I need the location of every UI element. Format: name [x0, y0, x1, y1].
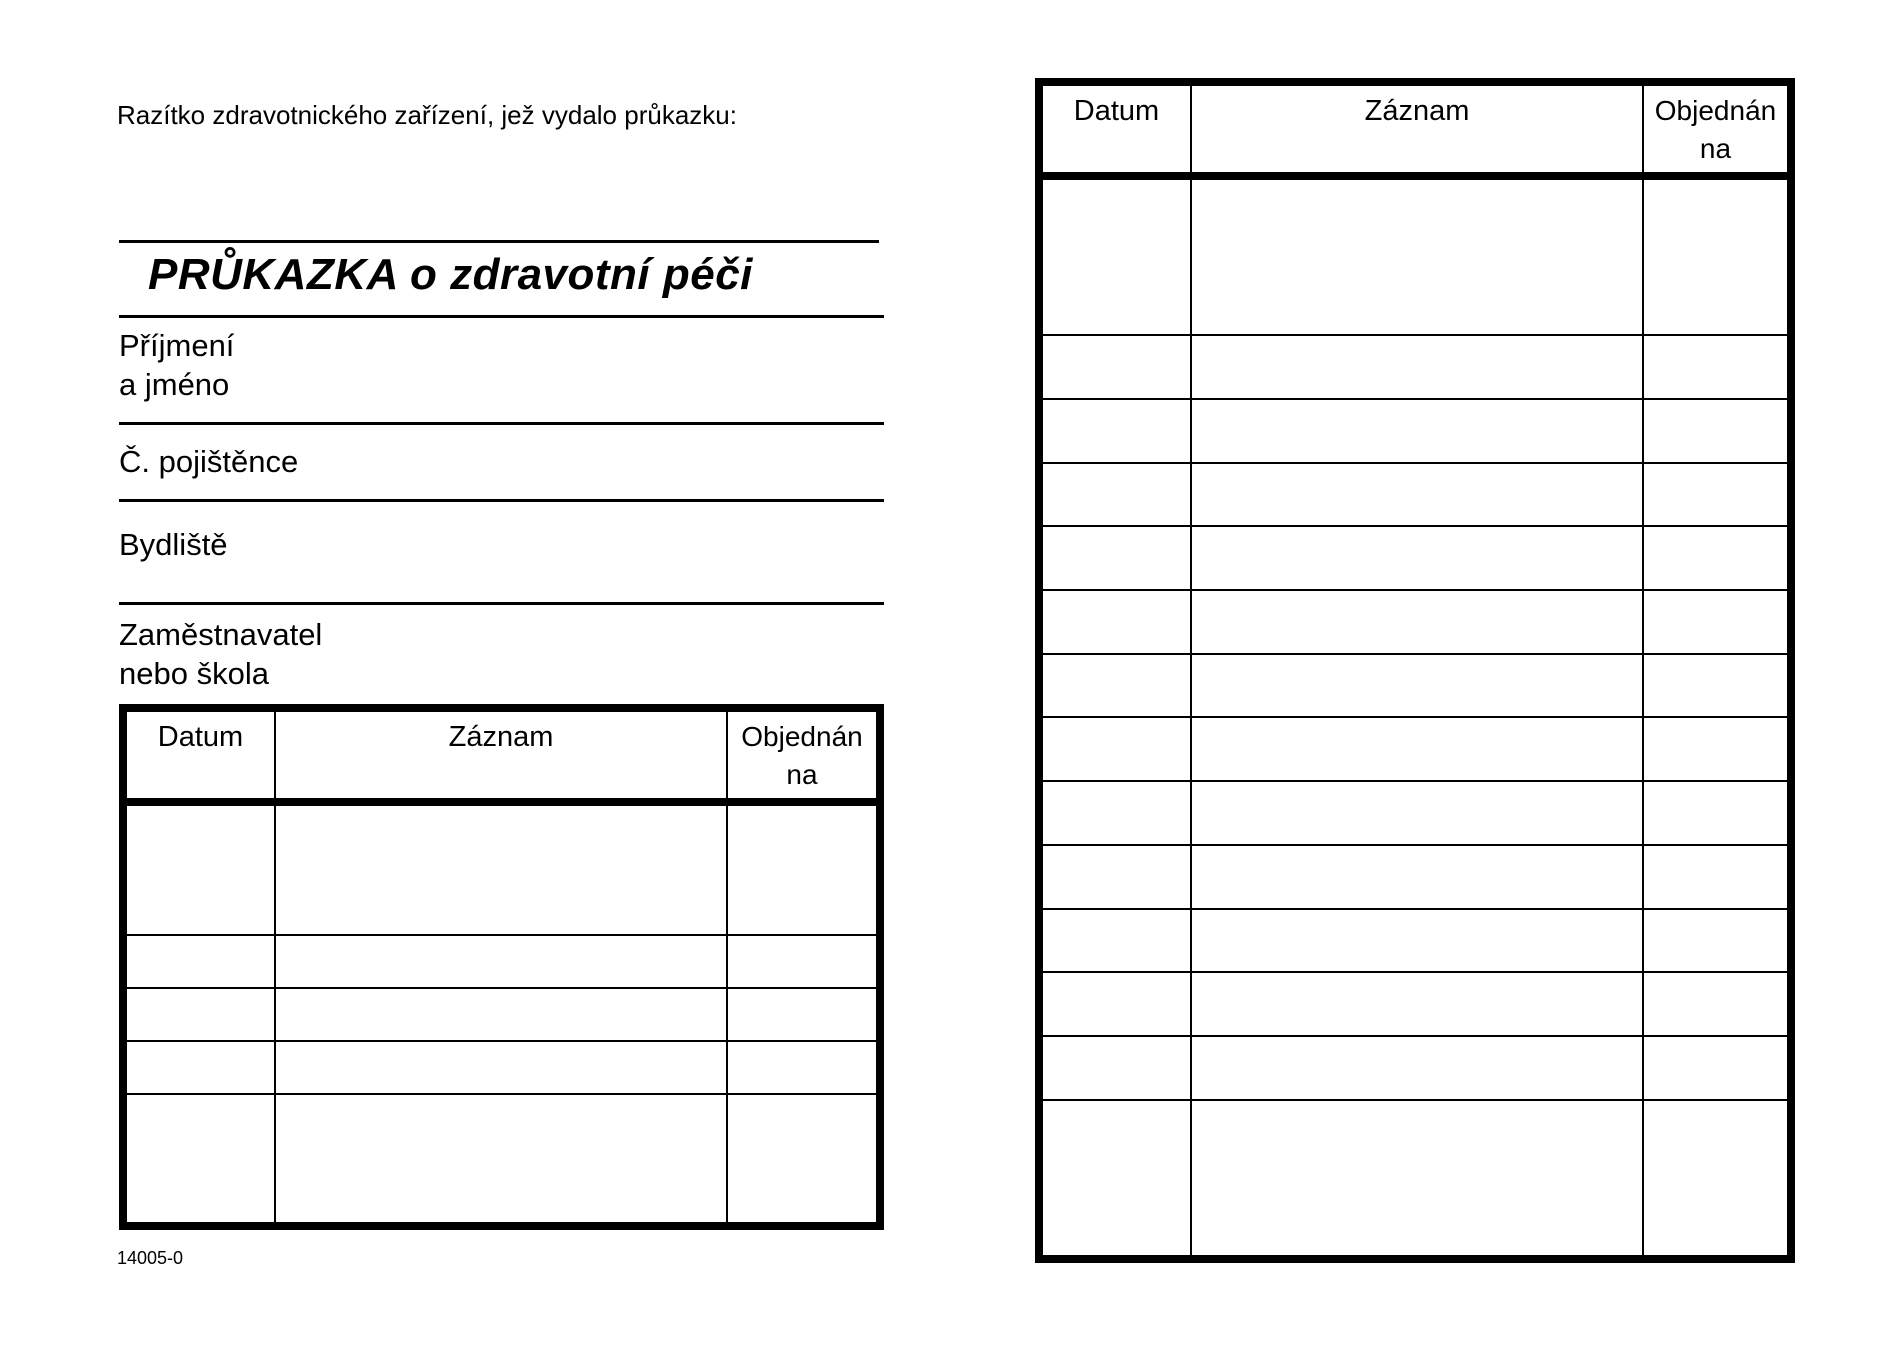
title-bottom-rule [119, 315, 884, 318]
appointment-cell[interactable] [1643, 590, 1791, 654]
table-row [123, 935, 880, 988]
record-cell[interactable] [275, 935, 727, 988]
appointment-cell[interactable] [1643, 526, 1791, 590]
date-cell[interactable] [1039, 399, 1191, 463]
date-cell[interactable] [1039, 717, 1191, 781]
record-cell[interactable] [1191, 781, 1643, 845]
insurance-field-rule [119, 499, 884, 502]
record-cell[interactable] [275, 802, 727, 935]
appointment-cell[interactable] [1643, 972, 1791, 1036]
table-row [1039, 526, 1791, 590]
header-date: Datum [1039, 82, 1191, 176]
record-cell[interactable] [1191, 399, 1643, 463]
appointment-cell[interactable] [1643, 909, 1791, 973]
appointment-cell[interactable] [727, 988, 880, 1041]
record-cell[interactable] [1191, 654, 1643, 718]
header-date: Datum [123, 708, 275, 802]
table-row [1039, 845, 1791, 909]
table-row [1039, 654, 1791, 718]
date-cell[interactable] [1039, 526, 1191, 590]
form-code: 14005-0 [117, 1248, 184, 1268]
record-cell[interactable] [1191, 717, 1643, 781]
date-cell[interactable] [1039, 909, 1191, 973]
record-cell[interactable] [1191, 1100, 1643, 1259]
appointment-cell[interactable] [1643, 654, 1791, 718]
record-cell[interactable] [1191, 335, 1643, 399]
table-row [1039, 1100, 1791, 1259]
date-cell[interactable] [1039, 463, 1191, 527]
table-row [123, 1041, 880, 1094]
appointment-cell[interactable] [1643, 717, 1791, 781]
header-appointment-line-1: Objednán [1654, 95, 1777, 126]
date-cell[interactable] [1039, 845, 1191, 909]
date-cell[interactable] [1039, 590, 1191, 654]
record-cell[interactable] [275, 988, 727, 1041]
name-label-line-1: Příjmení [119, 328, 235, 363]
appointment-cell[interactable] [1643, 1036, 1791, 1100]
appointment-cell[interactable] [727, 1094, 880, 1227]
left-record-table [119, 704, 884, 1230]
table-row [1039, 909, 1791, 973]
appointment-cell[interactable] [1643, 845, 1791, 909]
appointment-cell[interactable] [1643, 781, 1791, 845]
record-cell[interactable] [1191, 176, 1643, 335]
appointment-cell[interactable] [1643, 463, 1791, 527]
header-record: Záznam [1191, 82, 1643, 176]
header-appointment [1643, 82, 1791, 176]
appointment-cell[interactable] [727, 1041, 880, 1094]
table-row [1039, 781, 1791, 845]
date-cell[interactable] [1039, 781, 1191, 845]
right-record-table [1035, 78, 1795, 1263]
table-row [1039, 399, 1791, 463]
header-appointment-line-2: na [1699, 133, 1732, 164]
table-row [1039, 176, 1791, 335]
name-field-rule [119, 422, 884, 425]
right-table-body [1039, 176, 1791, 1259]
date-cell[interactable] [123, 935, 275, 988]
table-row [1039, 1036, 1791, 1100]
date-cell[interactable] [1039, 335, 1191, 399]
record-cell[interactable] [1191, 972, 1643, 1036]
date-cell[interactable] [1039, 972, 1191, 1036]
header-appointment [727, 708, 880, 802]
table-row [123, 802, 880, 935]
appointment-cell[interactable] [1643, 1100, 1791, 1259]
residence-field-rule [119, 602, 884, 605]
card-title: PRŮKAZKA o zdravotní péči [148, 250, 753, 299]
header-appointment-line-1: Objednán [741, 721, 863, 752]
date-cell[interactable] [123, 1094, 275, 1227]
name-field-label [119, 326, 234, 404]
residence-field-label: Bydliště [119, 527, 228, 562]
header-record: Záznam [275, 708, 727, 802]
record-cell[interactable] [275, 1041, 727, 1094]
name-label-line-2: a jméno [119, 367, 230, 402]
table-row [123, 1094, 880, 1227]
table-row [1039, 717, 1791, 781]
insurance-field-label: Č. pojištěnce [119, 444, 299, 479]
date-cell[interactable] [123, 988, 275, 1041]
stamp-label: Razítko zdravotnického zařízení, jež vydalo průkazku: [117, 100, 737, 130]
appointment-cell[interactable] [1643, 176, 1791, 335]
record-cell[interactable] [1191, 463, 1643, 527]
table-row [1039, 335, 1791, 399]
header-appointment-line-2: na [786, 759, 818, 790]
date-cell[interactable] [1039, 176, 1191, 335]
date-cell[interactable] [1039, 654, 1191, 718]
left-table-body [123, 802, 880, 1226]
record-cell[interactable] [1191, 909, 1643, 973]
appointment-cell[interactable] [1643, 399, 1791, 463]
table-row [1039, 590, 1791, 654]
record-cell[interactable] [1191, 526, 1643, 590]
table-row [123, 988, 880, 1041]
date-cell[interactable] [1039, 1100, 1191, 1259]
date-cell[interactable] [123, 802, 275, 935]
appointment-cell[interactable] [727, 935, 880, 988]
record-cell[interactable] [1191, 1036, 1643, 1100]
table-row [1039, 972, 1791, 1036]
appointment-cell[interactable] [727, 802, 880, 935]
table-row [1039, 463, 1791, 527]
employer-label-line-2: nebo škola [119, 656, 269, 691]
record-cell[interactable] [1191, 590, 1643, 654]
date-cell[interactable] [1039, 1036, 1191, 1100]
employer-label-line-1: Zaměstnavatel [119, 617, 323, 652]
title-top-rule [119, 240, 879, 243]
record-cell[interactable] [275, 1094, 727, 1227]
record-cell[interactable] [1191, 845, 1643, 909]
date-cell[interactable] [123, 1041, 275, 1094]
appointment-cell[interactable] [1643, 335, 1791, 399]
employer-field-label [119, 615, 322, 693]
